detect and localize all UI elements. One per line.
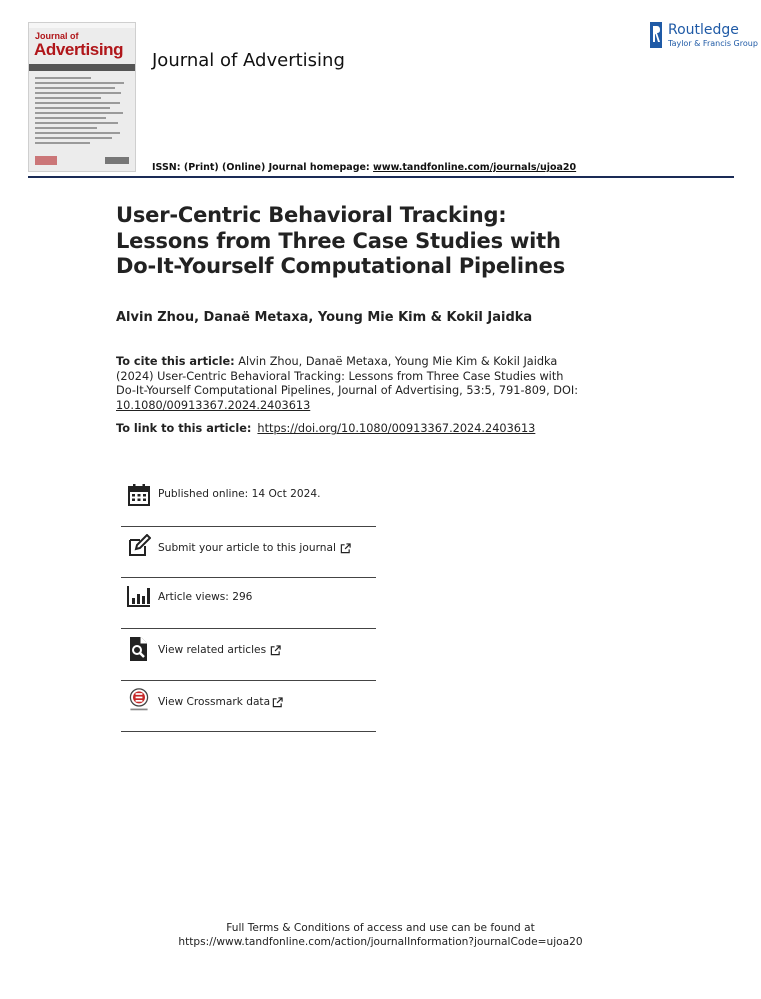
routledge-r-icon (650, 22, 662, 48)
footer-terms-link[interactable]: https://www.tandfonline.com/action/journalInformation?journalCode=ujoa20 (178, 936, 583, 948)
edit-icon (127, 534, 151, 558)
document-search-icon (127, 637, 151, 661)
article-doi-link[interactable]: https://doi.org/10.1080/00913367.2024.2403613 (257, 422, 536, 435)
citation-block (116, 355, 586, 414)
external-link-icon (340, 543, 351, 554)
footer (0, 921, 761, 949)
cite-doi-link[interactable]: 10.1080/00913367.2024.2403613 (116, 399, 311, 413)
issn-line (152, 162, 576, 173)
divider (121, 731, 376, 732)
cover-title-large: Advertising (34, 40, 124, 59)
calendar-icon (127, 483, 151, 507)
divider (121, 628, 376, 629)
bar-chart-icon (127, 585, 151, 609)
journal-name: Journal of Advertising (152, 50, 345, 71)
article-authors: Alvin Zhou, Danaë Metaxa, Young Mie Kim & Kokil Jaidka (116, 310, 533, 325)
publisher-name: Routledge (668, 22, 739, 38)
cite-text: Alvin Zhou, Danaë Metaxa, Young Mie Kim & Kokil Jaidka (2024) User-Centric Behavioral Tracking: Lessons from Three Case Studies with Do-It-Yourself Computational Pipelines, Journal of Advertising, 53:5, 791-809, DOI: (116, 355, 578, 398)
external-link-icon (272, 697, 283, 708)
divider (121, 526, 376, 527)
external-link-icon (270, 645, 281, 656)
issn-label: ISSN: (Print) (Online) Journal homepage: (152, 162, 374, 173)
publisher-subname: Taylor & Francis Group (668, 39, 758, 48)
article-title: User-Centric Behavioral Tracking: Lessons from Three Case Studies with Do-It-Yourself Computational Pipelines (116, 203, 566, 278)
crossmark-link[interactable]: View Crossmark data (158, 696, 283, 708)
divider (121, 680, 376, 681)
cover-title-small: Journal of (35, 31, 79, 41)
crossmark-icon (127, 688, 151, 712)
article-views: Article views: 296 (158, 591, 253, 603)
link-label: To link to this article: (116, 422, 252, 435)
cite-label: To cite this article: (116, 355, 235, 368)
journal-cover-image (28, 22, 136, 172)
related-articles-link[interactable]: View related articles (158, 644, 281, 656)
article-link-line (116, 422, 535, 435)
cover-contents-lines (35, 77, 129, 144)
header-rule (28, 176, 734, 178)
journal-homepage-link[interactable]: www.tandfonline.com/journals/ujoa20 (373, 162, 577, 173)
submit-article-link[interactable]: Submit your article to this journal (158, 542, 351, 554)
divider (121, 577, 376, 578)
footer-terms-text: Full Terms & Conditions of access and use can be found at (226, 922, 535, 934)
published-date: Published online: 14 Oct 2024. (158, 488, 321, 500)
